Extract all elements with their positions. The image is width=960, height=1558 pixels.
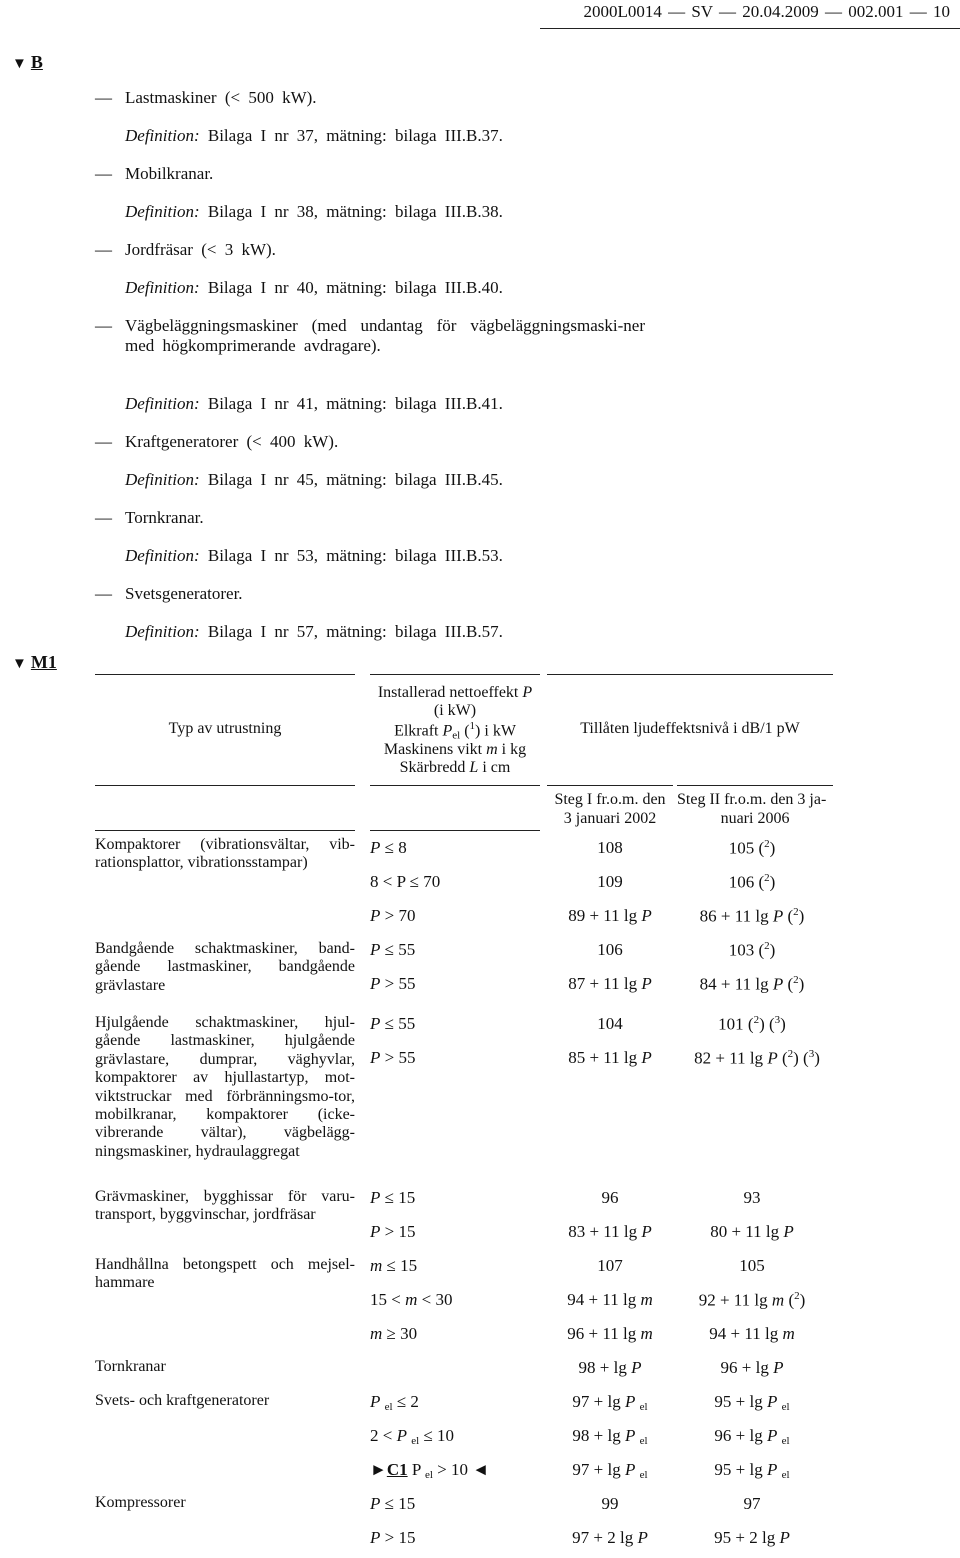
list-item: — Tornkranar. bbox=[95, 508, 204, 527]
definition-line: Definition: Bilaga I nr 37, mätning: bilaga III.B.37. bbox=[125, 126, 503, 145]
marker-label: M1 bbox=[30, 652, 57, 672]
table-rule bbox=[95, 830, 355, 831]
table-rule bbox=[677, 785, 833, 786]
equipment-list bbox=[95, 88, 655, 660]
triangle-down-icon: ▼ bbox=[12, 56, 27, 72]
triangle-left-icon: ◄ bbox=[472, 1460, 490, 1479]
definition-line: Definition: Bilaga I nr 57, mätning: bilaga III.B.57. bbox=[125, 622, 503, 641]
header-rule bbox=[540, 28, 960, 29]
equipment-type: Kompressorer bbox=[95, 1494, 186, 1511]
definition-line: Definition: Bilaga I nr 41, mätning: bilaga III.B.41. bbox=[125, 394, 503, 413]
corrigendum-cell: ►C1 P $_{el}$ > 10 ◄ bbox=[370, 1460, 490, 1481]
table-rule bbox=[370, 785, 540, 786]
equipment-type: Tornkranar bbox=[95, 1358, 166, 1375]
subheader-stage1: Steg I fr.o.m. den 3 januari 2002 bbox=[554, 791, 666, 828]
amendment-marker-b bbox=[12, 52, 43, 73]
column-header-type: Typ av utrustning bbox=[168, 720, 282, 737]
equipment-type: Bandgående schaktmaskiner, band-gående lastmaskiner, bandgående grävlastare bbox=[95, 940, 355, 994]
definition-line: Definition: Bilaga I nr 53, mätning: bilaga III.B.53. bbox=[125, 546, 503, 565]
list-item: — Jordfräsar (< 3 kW). bbox=[95, 240, 276, 259]
column-header-power: Installerad nettoeffekt P (i kW) Elkraft $P_{el}$ ($^1$) i kW Maskinens vikt m i kg Skärbredd L i cm bbox=[377, 684, 533, 777]
definition-line: Definition: Bilaga I nr 45, mätning: bilaga III.B.45. bbox=[125, 470, 503, 489]
table-rule bbox=[95, 785, 355, 786]
column-header-noise: Tillåten ljudeffektsnivå i dB/1 pW bbox=[580, 720, 800, 737]
page-header: 2000L0014 — SV — 20.04.2009 — 002.001 — 10 bbox=[583, 2, 950, 21]
subheader-stage2: Steg II fr.o.m. den 3 ja- nuari 2006 bbox=[677, 791, 827, 828]
table-rule bbox=[547, 785, 673, 786]
equipment-type: Svets- och kraftgeneratorer bbox=[95, 1392, 270, 1409]
marker-label: B bbox=[30, 52, 43, 72]
table-rule bbox=[547, 674, 833, 675]
table-rule bbox=[370, 830, 540, 831]
equipment-type: Grävmaskiner, bygghissar för varu-transport, byggvinschar, jordfräsar bbox=[95, 1188, 355, 1224]
equipment-type: Handhållna betongspett och mejsel-hammare bbox=[95, 1256, 355, 1292]
list-item: — Vägbeläggningsmaskiner (med undantag för vägbeläggningsmaski-ner med högkomprimerande avdragare). bbox=[95, 316, 645, 355]
list-item: — Mobilkranar. bbox=[95, 164, 214, 183]
definition-line: Definition: Bilaga I nr 40, mätning: bilaga III.B.40. bbox=[125, 278, 503, 297]
list-item: — Svetsgeneratorer. bbox=[95, 584, 243, 603]
equipment-type: Kompaktorer (vibrationsvältar, vib-rationsplattor, vibrationsstampar) bbox=[95, 836, 355, 872]
list-item: — Lastmaskiner (< 500 kW). bbox=[95, 88, 317, 107]
triangle-right-icon: ► bbox=[370, 1460, 387, 1479]
amendment-marker-m1 bbox=[12, 652, 57, 673]
definition-line: Definition: Bilaga I nr 38, mätning: bilaga III.B.38. bbox=[125, 202, 503, 221]
table-rule bbox=[95, 674, 355, 675]
equipment-type: Hjulgående schaktmaskiner, hjul-gående lastmaskiner, hjulgående grävlastare, dumprar, väghyvlar, kompaktorer av hjullastartyp, mot-viktstruckar med förbränningsmo-tor, mobilkranar, kompaktorer (icke-vibrerande vältar), vägbelägg-ningsmaskiner, hydraulaggregat bbox=[95, 1014, 355, 1160]
triangle-down-icon: ▼ bbox=[12, 656, 27, 672]
list-item: — Kraftgeneratorer (< 400 kW). bbox=[95, 432, 339, 451]
table-rule bbox=[370, 674, 540, 675]
